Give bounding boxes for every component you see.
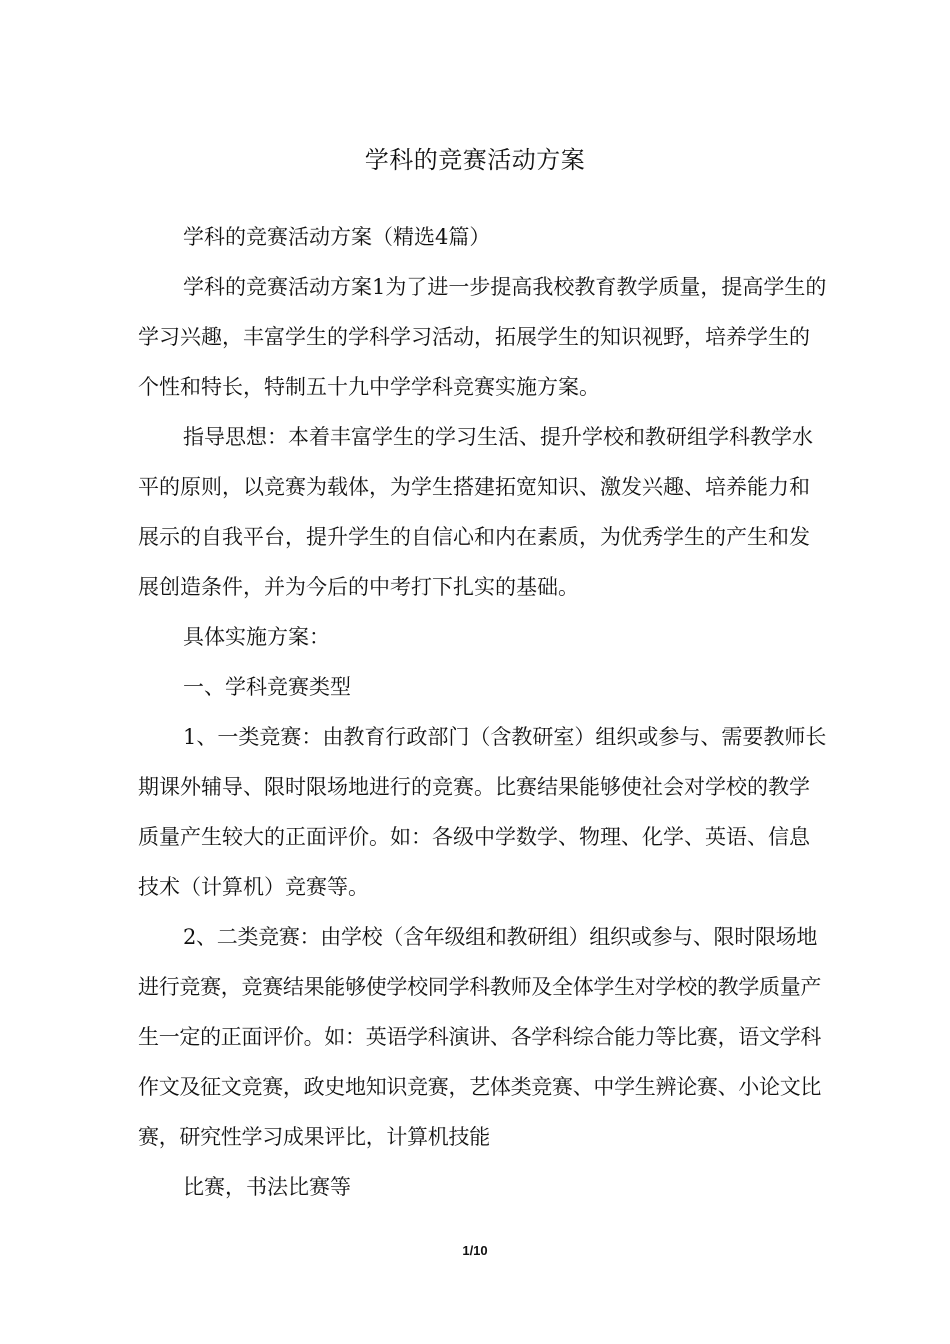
document-title: 学科的竞赛活动方案 bbox=[364, 146, 586, 174]
paragraph-plan-heading: 具体实施方案： bbox=[183, 625, 330, 649]
paragraph-type-one: 1、一类竞赛：由教育行政部门（含教研室）组织或参与、需要教师长期课外辅导、限时限场地进行的竞赛。比赛结果能够使社会对学校的教学质量产生较大的正面评价。如：各级中学数学、物理、化学、英语、信息技术（计算机）竞赛等。 bbox=[138, 725, 827, 899]
paragraph-guiding-idea: 指导思想：本着丰富学生的学习生活、提升学校和教研组学科教学水平的原则，以竞赛为载体，为学生搭建拓宽知识、激发兴趣、培养能力和展示的自我平台，提升学生的自信心和内在素质，为优秀学生的产生和发展创造条件，并为今后的中考打下扎实的基础。 bbox=[138, 425, 813, 599]
paragraph-type-two: 2、二类竞赛：由学校（含年级组和教研组）组织或参与、限时限场地进行竞赛，竞赛结果能够使学校同学科教师及全体学生对学校的教学质量产生一定的正面评价。如：英语学科演讲、各学科综合能力等比赛，语文学科作文及征文竞赛，政史地知识竞赛，艺体类竞赛、中学生辨论赛、小论文比赛，研究性学习成果评比，计算机技能 bbox=[138, 925, 822, 1149]
paragraph-section-heading: 一、学科竞赛类型 bbox=[183, 675, 351, 699]
paragraph-intro: 学科的竞赛活动方案1为了进一步提高我校教育教学质量，提高学生的学习兴趣，丰富学生的学科学习活动，拓展学生的知识视野，培养学生的个性和特长，特制五十九中学学科竞赛实施方案。 bbox=[138, 275, 827, 399]
paragraph-continuation: 比赛，书法比赛等 bbox=[183, 1175, 351, 1199]
document-body bbox=[138, 212, 828, 1212]
page-number: 1/10 bbox=[462, 1243, 488, 1258]
paragraph-subtitle: 学科的竞赛活动方案（精选4篇） bbox=[183, 225, 491, 249]
